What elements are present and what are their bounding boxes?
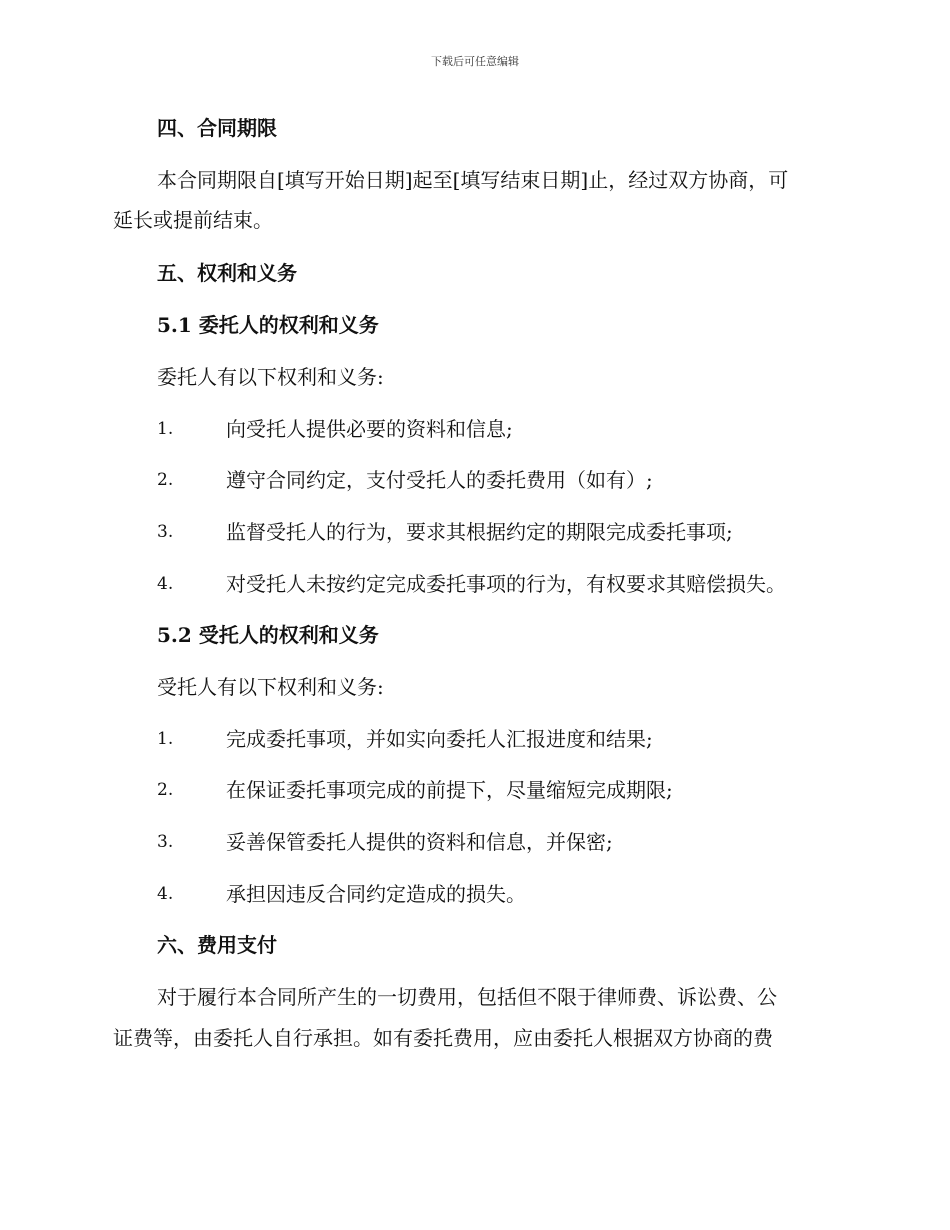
list-item-number: 1. (157, 729, 174, 749)
section-5-title: 五、权利和义务 (157, 261, 297, 285)
list-item: 监督受托人的行为，要求其根据约定的期限完成委托事项; (226, 520, 733, 544)
list-item-number: 1. (157, 419, 174, 439)
list-item: 遵守合同约定，支付受托人的委托费用（如有）; (226, 468, 653, 492)
subsection-5-2-intro: 受托人有以下权利和义务: (157, 675, 384, 699)
list-item-number: 2. (157, 470, 174, 490)
section-6-title: 六、费用支付 (157, 933, 277, 957)
list-item: 在保证委托事项完成的前提下，尽量缩短完成期限; (226, 778, 673, 802)
page-header: 下载后可任意编辑 (431, 55, 519, 68)
list-item-number: 2. (157, 780, 174, 800)
subsection-5-2-title: 5.2 受托人的权利和义务 (157, 623, 379, 647)
section-4-title: 四、合同期限 (157, 116, 277, 140)
section-4-paragraph-line-1: 本合同期限自[填写开始日期]起至[填写结束日期]止，经过双方协商，可 (157, 168, 789, 192)
list-item: 承担因违反合同约定造成的损失。 (226, 882, 526, 906)
subsection-5-1-intro: 委托人有以下权利和义务: (157, 365, 384, 389)
list-item: 向受托人提供必要的资料和信息; (226, 417, 513, 441)
section-6-paragraph-line-2: 证费等，由委托人自行承担。如有委托费用，应由委托人根据双方协商的费 (113, 1026, 773, 1050)
list-item-number: 3. (157, 832, 174, 852)
list-item-number: 4. (157, 574, 174, 594)
section-4-paragraph-line-2: 延长或提前结束。 (113, 208, 273, 232)
section-6-paragraph-line-1: 对于履行本合同所产生的一切费用，包括但不限于律师费、诉讼费、公 (157, 985, 777, 1009)
list-item: 妥善保管委托人提供的资料和信息，并保密; (226, 830, 613, 854)
list-item-number: 4. (157, 884, 174, 904)
list-item: 对受托人未按约定完成委托事项的行为，有权要求其赔偿损失。 (226, 572, 786, 596)
list-item: 完成委托事项，并如实向委托人汇报进度和结果; (226, 727, 653, 751)
subsection-5-1-title: 5.1 委托人的权利和义务 (157, 313, 379, 337)
list-item-number: 3. (157, 522, 174, 542)
